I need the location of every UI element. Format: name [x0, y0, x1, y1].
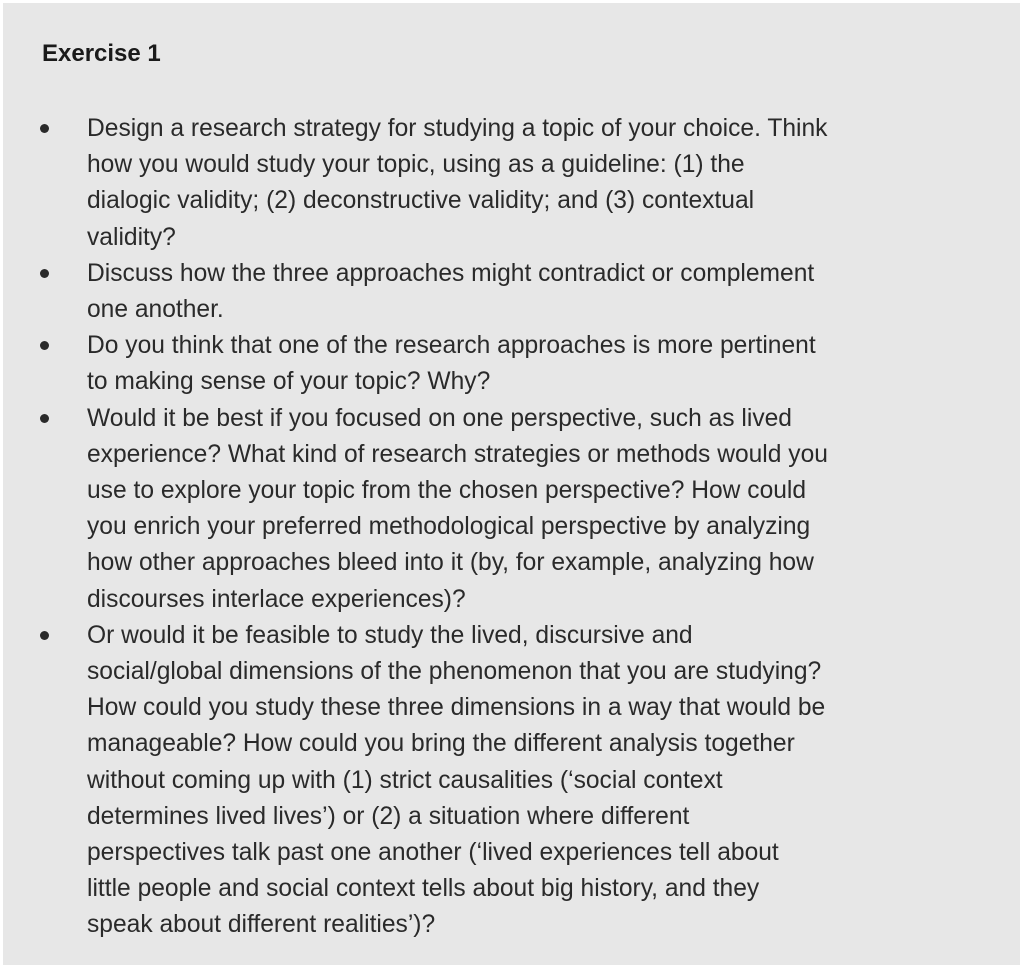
bullet-icon: [40, 124, 49, 133]
list-item-text-line: you enrich your preferred methodological perspective by analyzing: [87, 513, 811, 541]
list-item: [3, 111, 997, 256]
bullet-icon: [40, 269, 49, 278]
list-item-text-line: experience? What kind of research strategies or methods would you: [87, 440, 828, 468]
list-item-text-line: Discuss how the three approaches might contradict or complement: [87, 259, 815, 287]
bullet-icon: [40, 341, 49, 350]
list-item-text-line: validity?: [87, 223, 176, 251]
list-item-text-line: little people and social context tells about big history, and they: [87, 875, 760, 903]
list-item-text-line: perspectives talk past one another (‘lived experiences tell about: [87, 839, 779, 867]
list-item-text-line: one another.: [87, 296, 224, 324]
list-item-text-line: Would it be best if you focused on one perspective, such as lived: [87, 404, 792, 432]
list-item: [3, 401, 997, 618]
exercise-box: [3, 3, 1020, 965]
list-item-text-line: dialogic validity; (2) deconstructive validity; and (3) contextual: [87, 187, 755, 215]
list-item-text-line: to making sense of your topic? Why?: [87, 368, 491, 396]
list-item-text-line: discourses interlace experiences)?: [87, 585, 466, 613]
list-item-text-line: speak about different realities’)?: [87, 911, 436, 939]
list-item-text-line: Design a research strategy for studying a topic of your choice. Think: [87, 115, 828, 142]
list-item: [3, 256, 997, 328]
list-item: [3, 618, 997, 944]
list-item: [3, 328, 997, 400]
bullet-icon: [40, 414, 49, 423]
bullet-icon: [40, 631, 49, 640]
list-item-text-line: how you would study your topic, using as a guideline: (1) the: [87, 151, 745, 179]
list-item-text-line: Or would it be feasible to study the lived, discursive and: [87, 621, 693, 649]
exercise-title: Exercise 1: [42, 40, 161, 67]
list-item-text-line: manageable? How could you bring the different analysis together: [87, 730, 795, 758]
list-item-text-line: social/global dimensions of the phenomenon that you are studying?: [87, 658, 822, 686]
list-item-text-line: determines lived lives’) or (2) a situation where different: [87, 802, 690, 830]
list-item-text-line: Do you think that one of the research approaches is more pertinent: [87, 332, 816, 360]
list-item-text-line: How could you study these three dimensions in a way that would be: [87, 694, 826, 722]
list-item-text-line: without coming up with (1) strict causalities (‘social context: [87, 766, 723, 794]
list-item-text-line: how other approaches bleed into it (by, for example, analyzing how: [87, 549, 814, 577]
exercise-bullet-list: [3, 111, 997, 944]
list-item-text-line: use to explore your topic from the chosen perspective? How could: [87, 477, 807, 505]
